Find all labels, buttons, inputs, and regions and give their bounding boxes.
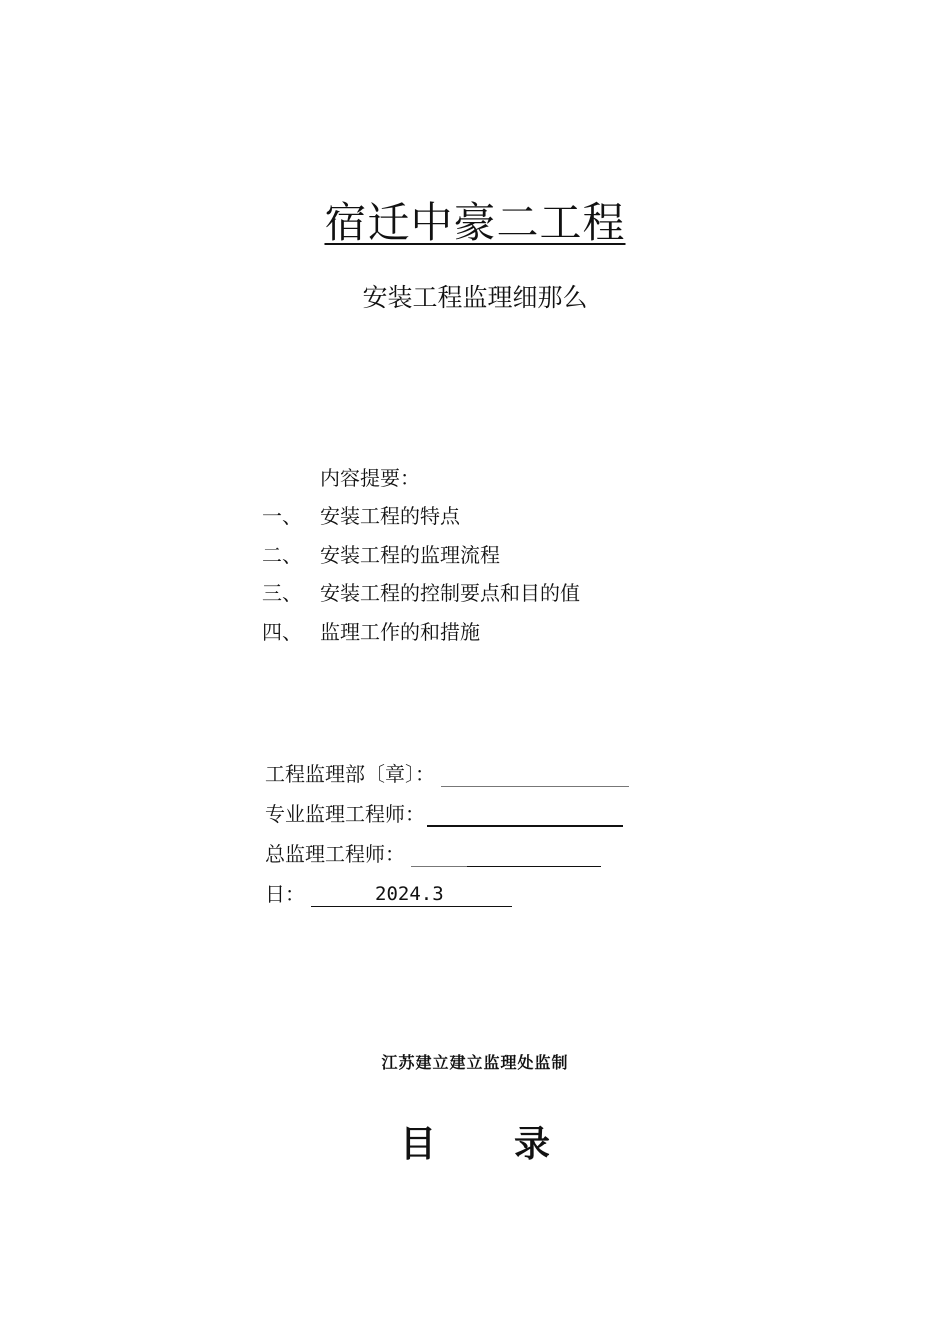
signature-dept-label: 工程监理部〔章〕： (265, 762, 435, 786)
signature-engineer-label: 专业监理工程师： (265, 802, 425, 826)
signature-engineer-line (427, 803, 623, 827)
toc-item-label: 监理工作的和措施 (320, 619, 480, 644)
signature-chief-line-left (411, 844, 467, 867)
issuing-organization: 江苏建立建立监理处监制 (381, 1053, 569, 1072)
toc-item-label: 安装工程的特点 (320, 504, 460, 528)
signature-chief-line-right (467, 844, 601, 867)
document-title (0, 190, 950, 250)
toc-item (262, 539, 580, 578)
toc-item (262, 577, 580, 616)
toc-item-number: 四、 (262, 619, 302, 644)
contents-heading-char-1: 目 (399, 1124, 436, 1165)
signature-dept-line (441, 764, 629, 787)
signature-dept-row (265, 758, 629, 787)
toc-item (262, 500, 580, 539)
toc-item-number: 三、 (262, 581, 302, 605)
document-subtitle: 安装工程监理细那么 (362, 283, 588, 312)
signature-date-value: 2024.3 (311, 882, 512, 907)
signature-date-row (265, 878, 512, 907)
toc-item (262, 616, 580, 655)
document-title-text: 宿迁中豪二工程 (324, 198, 626, 247)
signature-chief-row (265, 838, 601, 867)
toc-item-label: 安装工程的控制要点和目的值 (320, 581, 580, 605)
toc-item-number: 二、 (262, 542, 302, 567)
signature-chief-label: 总监理工程师： (265, 842, 405, 866)
signature-date-label: 日： (265, 882, 305, 906)
toc-list (262, 500, 580, 654)
signature-engineer-row (265, 798, 623, 827)
toc-item-label: 安装工程的监理流程 (320, 542, 500, 567)
toc-heading: 内容提要： (320, 466, 420, 490)
toc-item-number: 一、 (262, 504, 302, 528)
contents-heading (0, 1116, 950, 1167)
contents-heading-char-2: 录 (514, 1124, 551, 1165)
